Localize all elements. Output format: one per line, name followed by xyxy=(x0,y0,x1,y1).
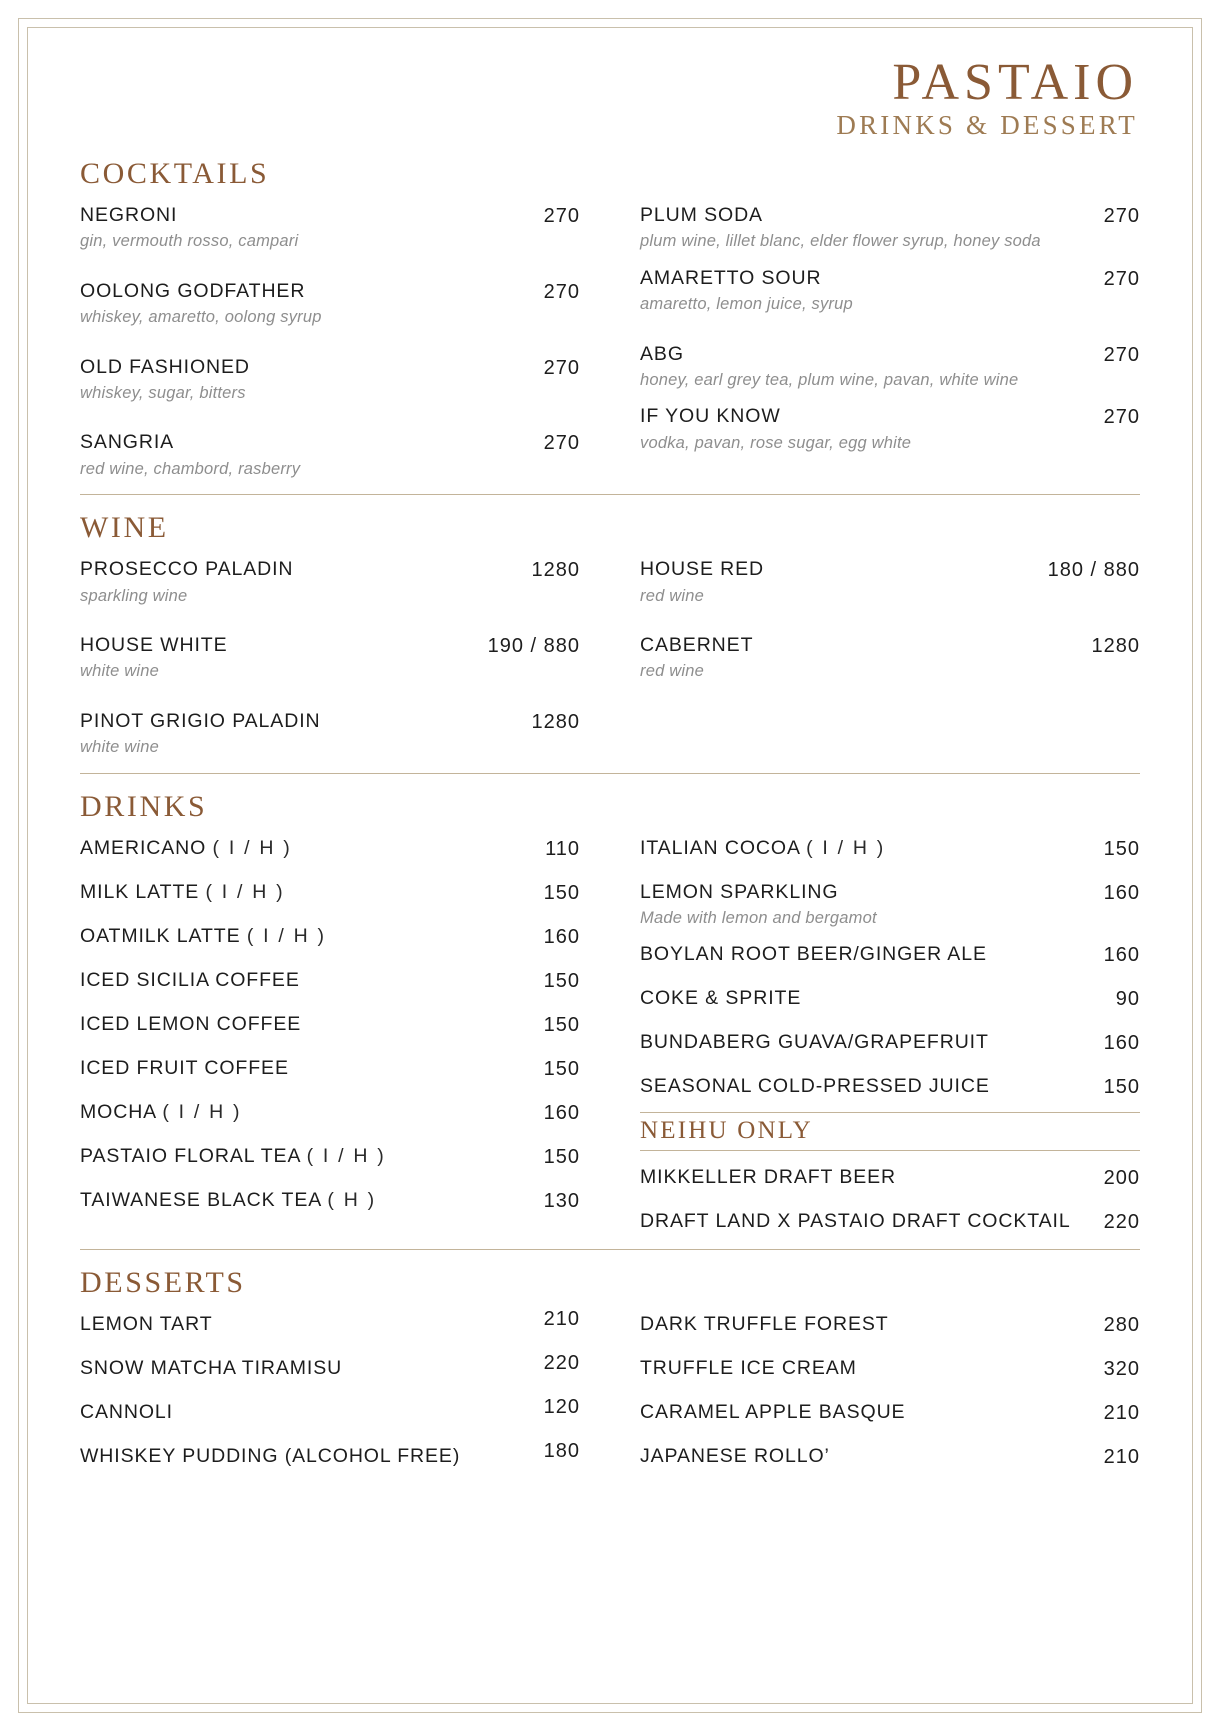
item-price: 150 xyxy=(543,1145,580,1168)
item-price: 270 xyxy=(1103,406,1140,429)
menu-item xyxy=(640,203,1140,253)
menu-item xyxy=(640,1312,1140,1338)
item-name xyxy=(640,880,1090,905)
item-name xyxy=(640,986,1102,1011)
item-name: WHISKEY PUDDING (ALCOHOL FREE) xyxy=(80,1445,461,1468)
item-price: 160 xyxy=(1103,944,1140,967)
item-description: red wine, chambord, rasberry xyxy=(80,459,301,478)
wine-columns xyxy=(80,557,1140,758)
item-name xyxy=(80,1144,530,1169)
menu-item xyxy=(80,1308,580,1338)
item-label: BUNDABERG GUAVA/GRAPEFRUIT xyxy=(640,1031,989,1054)
menu-item xyxy=(640,266,1140,316)
menu-item xyxy=(640,836,1140,862)
item-price: 180 / 880 xyxy=(1047,559,1140,582)
item-price: 220 xyxy=(543,1352,580,1375)
item-temperature-note: ( I / H ) xyxy=(806,836,886,859)
section-wine xyxy=(80,511,1140,758)
section-title-wine: WINE xyxy=(80,511,169,545)
item-description: whiskey, amaretto, oolong syrup xyxy=(80,308,322,327)
section-title-cocktails: COCKTAILS xyxy=(80,157,270,191)
item-price: 1280 xyxy=(531,710,580,733)
item-name xyxy=(80,1056,530,1081)
item-price: 150 xyxy=(543,1013,580,1036)
cocktails-columns xyxy=(80,203,1140,480)
item-name xyxy=(80,880,530,905)
menu-item xyxy=(640,1444,1140,1470)
item-name: CANNOLI xyxy=(80,1401,173,1424)
item-name xyxy=(640,1030,1090,1055)
item-price: 160 xyxy=(1103,1032,1140,1055)
item-price: 270 xyxy=(543,432,580,455)
item-description: vodka, pavan, rose sugar, egg white xyxy=(640,433,912,452)
item-label: AMERICANO xyxy=(80,836,207,859)
item-name: PINOT GRIGIO PALADIN xyxy=(80,709,321,732)
item-temperature-note: ( I / H ) xyxy=(162,1100,242,1123)
item-price: 280 xyxy=(1103,1314,1140,1337)
item-name xyxy=(640,836,1090,861)
item-price: 270 xyxy=(543,205,580,228)
menu-item xyxy=(640,880,1140,930)
menu-item xyxy=(80,924,580,950)
menu-item xyxy=(640,557,1140,607)
item-description: white wine xyxy=(80,738,160,757)
subsection-title: NEIHU ONLY xyxy=(640,1117,813,1145)
item-description: white wine xyxy=(80,662,160,681)
item-temperature-note: ( I / H ) xyxy=(205,880,285,903)
item-name: CARAMEL APPLE BASQUE xyxy=(640,1401,906,1424)
brand-subtitle: DRINKS & DESSERT xyxy=(836,110,1138,141)
item-label: ICED LEMON COFFEE xyxy=(80,1012,302,1035)
item-description: red wine xyxy=(640,662,704,681)
brand-title: PASTAIO xyxy=(892,54,1138,111)
item-name: OLD FASHIONED xyxy=(80,355,250,378)
menu-item xyxy=(80,836,580,862)
item-temperature-note: ( I / H ) xyxy=(306,1144,387,1167)
item-price: 160 xyxy=(543,1101,580,1124)
item-price: 190 / 880 xyxy=(487,634,580,657)
item-temperature-note: ( H ) xyxy=(327,1188,377,1211)
item-price: 150 xyxy=(1103,1076,1140,1099)
item-price: 200 xyxy=(1103,1167,1140,1190)
item-label: TAIWANESE BLACK TEA xyxy=(80,1188,322,1211)
drinks-column-right xyxy=(640,836,1140,1236)
menu-item xyxy=(80,968,580,994)
item-name: LEMON TART xyxy=(80,1313,213,1336)
section-divider xyxy=(80,494,1140,495)
item-price: 320 xyxy=(1103,1358,1140,1381)
menu-item xyxy=(640,1165,1140,1191)
menu-item xyxy=(80,633,580,683)
menu-item xyxy=(80,1144,580,1170)
item-description: honey, earl grey tea, plum wine, pavan, white wine xyxy=(640,370,1019,389)
menu-item xyxy=(80,557,580,607)
item-price: 220 xyxy=(1103,1211,1140,1234)
menu-item xyxy=(80,279,580,329)
item-price: 150 xyxy=(1103,837,1140,860)
item-name: DRAFT LAND X PASTAIO DRAFT COCKTAIL xyxy=(640,1210,1071,1233)
item-price: 270 xyxy=(543,280,580,303)
cocktails-column-left xyxy=(80,203,580,480)
item-temperature-note: ( I / H ) xyxy=(212,836,292,859)
item-name: NEGRONI xyxy=(80,204,178,227)
item-name: SNOW MATCHA TIRAMISU xyxy=(80,1357,343,1380)
menu-item xyxy=(80,203,580,253)
item-temperature-note: ( I / H ) xyxy=(246,924,327,947)
item-name: PLUM SODA xyxy=(640,204,763,227)
menu-item xyxy=(640,986,1140,1012)
item-label: OATMILK LATTE xyxy=(80,924,241,947)
menu-item xyxy=(80,355,580,405)
wine-column-left xyxy=(80,557,580,758)
drinks-column-left xyxy=(80,836,580,1236)
item-label: PASTAIO FLORAL TEA xyxy=(80,1144,301,1167)
item-price: 150 xyxy=(543,881,580,904)
item-price: 210 xyxy=(543,1308,580,1331)
item-price: 150 xyxy=(543,969,580,992)
item-name xyxy=(640,942,1090,967)
item-price: 1280 xyxy=(1091,634,1140,657)
item-description: sparkling wine xyxy=(80,586,188,605)
item-label: ITALIAN COCOA xyxy=(640,836,800,859)
item-price: 270 xyxy=(1103,267,1140,290)
item-label: COKE & SPRITE xyxy=(640,987,802,1010)
section-cocktails xyxy=(80,157,1140,480)
item-price: 180 xyxy=(543,1440,580,1463)
item-price: 110 xyxy=(545,837,580,860)
subsection-neihu-only-header xyxy=(640,1112,1140,1151)
item-name: HOUSE WHITE xyxy=(80,633,228,656)
item-name xyxy=(80,836,531,861)
menu-item xyxy=(80,430,580,480)
item-name: PROSECCO PALADIN xyxy=(80,558,294,581)
item-name xyxy=(80,968,530,993)
item-price: 1280 xyxy=(531,559,580,582)
menu-item xyxy=(80,1396,580,1426)
item-price: 120 xyxy=(543,1396,580,1419)
menu-item xyxy=(640,633,1140,683)
item-name: TRUFFLE ICE CREAM xyxy=(640,1357,857,1380)
item-name: SANGRIA xyxy=(80,431,175,454)
item-label: BOYLAN ROOT BEER/GINGER ALE xyxy=(640,943,987,966)
item-name: OOLONG GODFATHER xyxy=(80,279,306,302)
menu-item xyxy=(80,1056,580,1082)
menu-item xyxy=(80,1440,580,1470)
item-price: 270 xyxy=(1103,205,1140,228)
menu-item xyxy=(640,1400,1140,1426)
item-name: CABERNET xyxy=(640,633,754,656)
menu-item xyxy=(80,709,580,759)
item-name: JAPANESE ROLLO’ xyxy=(640,1445,830,1468)
section-drinks xyxy=(80,790,1140,1236)
menu-item xyxy=(640,1356,1140,1382)
menu-item xyxy=(80,1188,580,1214)
item-name xyxy=(80,1100,530,1125)
menu-item xyxy=(80,1012,580,1038)
item-description: amaretto, lemon juice, syrup xyxy=(640,295,853,314)
menu-item xyxy=(80,880,580,906)
menu-item xyxy=(640,1074,1140,1100)
item-name xyxy=(80,924,530,949)
item-name: MIKKELLER DRAFT BEER xyxy=(640,1166,897,1189)
menu-item xyxy=(640,942,1140,968)
menu-item xyxy=(640,404,1140,454)
item-price: 270 xyxy=(1103,343,1140,366)
item-price: 210 xyxy=(1103,1402,1140,1425)
item-label: MILK LATTE xyxy=(80,880,200,903)
item-name xyxy=(80,1188,530,1213)
menu-item xyxy=(80,1100,580,1126)
item-price: 210 xyxy=(1103,1446,1140,1469)
item-description: Made with lemon and bergamot xyxy=(640,908,877,927)
item-price: 160 xyxy=(1103,881,1140,904)
item-label: ICED SICILIA COFFEE xyxy=(80,968,300,991)
item-description: whiskey, sugar, bitters xyxy=(80,383,246,402)
item-label: LEMON SPARKLING xyxy=(640,880,839,903)
masthead xyxy=(80,56,1140,141)
item-description: gin, vermouth rosso, campari xyxy=(80,232,299,251)
desserts-columns xyxy=(80,1308,1140,1470)
item-label: MOCHA xyxy=(80,1100,157,1123)
menu-item xyxy=(80,1352,580,1382)
section-desserts xyxy=(80,1266,1140,1470)
desserts-column-left xyxy=(80,1308,580,1470)
item-name: ABG xyxy=(640,342,684,365)
item-description: plum wine, lillet blanc, elder flower syrup, honey soda xyxy=(640,232,1041,251)
item-price: 150 xyxy=(543,1057,580,1080)
section-title-desserts: DESSERTS xyxy=(80,1266,246,1300)
section-divider xyxy=(80,1249,1140,1250)
section-title-drinks: DRINKS xyxy=(80,789,208,823)
item-price: 90 xyxy=(1115,988,1140,1011)
item-price: 160 xyxy=(543,925,580,948)
item-label: ICED FRUIT COFFEE xyxy=(80,1056,289,1079)
cocktails-column-right xyxy=(640,203,1140,480)
menu-page xyxy=(18,18,1202,1713)
item-name: DARK TRUFFLE FOREST xyxy=(640,1313,889,1336)
item-name xyxy=(640,1074,1090,1099)
item-label: SEASONAL COLD-PRESSED JUICE xyxy=(640,1075,990,1098)
item-name: IF YOU KNOW xyxy=(640,405,781,428)
menu-item xyxy=(640,342,1140,392)
wine-column-right xyxy=(640,557,1140,758)
item-price: 130 xyxy=(543,1189,580,1212)
item-name xyxy=(80,1012,530,1037)
item-price: 270 xyxy=(543,356,580,379)
item-name: HOUSE RED xyxy=(640,558,765,581)
menu-item xyxy=(640,1030,1140,1056)
drinks-columns xyxy=(80,836,1140,1236)
desserts-column-right xyxy=(640,1312,1140,1470)
section-divider xyxy=(80,773,1140,774)
item-name: AMARETTO SOUR xyxy=(640,266,822,289)
item-description: red wine xyxy=(640,586,704,605)
menu-item xyxy=(640,1209,1140,1235)
